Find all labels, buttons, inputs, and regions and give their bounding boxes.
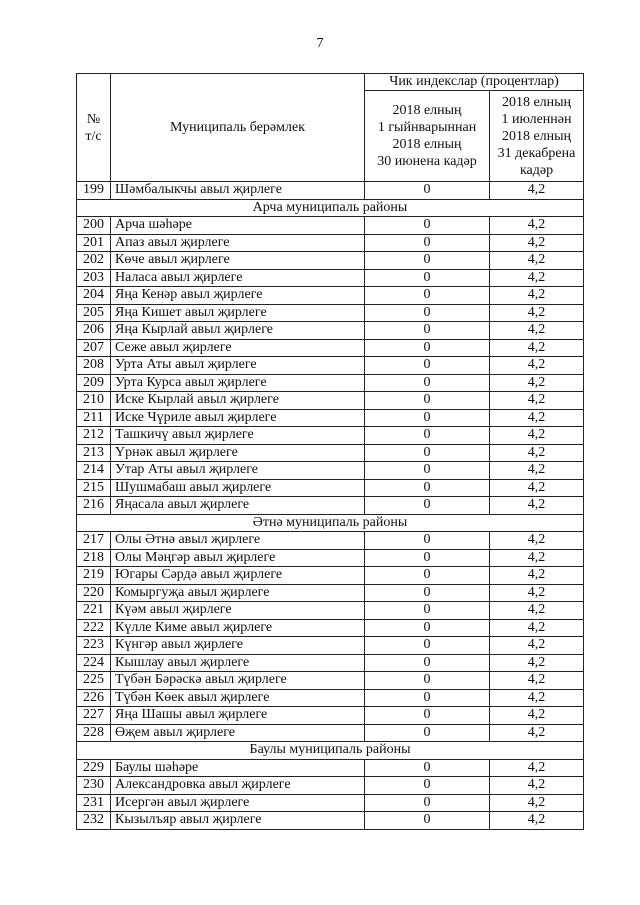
section-title: Арча муниципаль районы [77,199,584,217]
row-number: 224 [77,654,111,672]
table-row [77,182,584,200]
index-value-period1: 0 [365,549,490,567]
row-number: 208 [77,357,111,375]
municipality-name: Яңа Кырлай авыл җирлеге [111,322,365,340]
row-number: 227 [77,707,111,725]
row-number: 210 [77,392,111,410]
index-value-period1: 0 [365,794,490,812]
index-value-period2: 4,2 [490,182,584,200]
row-number: 209 [77,374,111,392]
index-value-period2: 4,2 [490,602,584,620]
index-value-period1: 0 [365,479,490,497]
row-number: 230 [77,777,111,795]
section-title: Баулы муниципаль районы [77,742,584,760]
index-value-period1: 0 [365,357,490,375]
column-header-period1: 2018 елның 1 гыйнварыннан 2018 елның 30 июнена кадәр [365,91,490,182]
row-number: 231 [77,794,111,812]
index-value-period2: 4,2 [490,724,584,742]
index-value-period2: 4,2 [490,322,584,340]
table-row [77,357,584,375]
row-number: 215 [77,479,111,497]
index-table [76,73,584,830]
table-row [77,462,584,480]
index-table-container [76,73,583,830]
index-value-period1: 0 [365,339,490,357]
table-body [77,182,584,830]
municipality-name: Урта Аты авыл җирлеге [111,357,365,375]
row-number: 202 [77,252,111,270]
municipality-name: Яңа Кенәр авыл җирлеге [111,287,365,305]
table-row [77,812,584,830]
index-value-period2: 4,2 [490,269,584,287]
table-row [77,444,584,462]
table-row [77,409,584,427]
table-row [77,287,584,305]
index-value-period1: 0 [365,777,490,795]
table-row [77,269,584,287]
row-number: 222 [77,619,111,637]
index-value-period2: 4,2 [490,567,584,585]
row-number: 216 [77,497,111,515]
table-row [77,654,584,672]
index-value-period1: 0 [365,322,490,340]
municipality-name: Олы Әтнә авыл җирлеге [111,532,365,550]
table-row [77,584,584,602]
index-value-period1: 0 [365,724,490,742]
index-value-period2: 4,2 [490,619,584,637]
table-row [77,777,584,795]
row-number: 212 [77,427,111,445]
index-value-period1: 0 [365,619,490,637]
municipality-name: Түбән Көек авыл җирлеге [111,689,365,707]
index-value-period1: 0 [365,182,490,200]
table-row [77,724,584,742]
row-number: 204 [77,287,111,305]
municipality-name: Иске Чүриле авыл җирлеге [111,409,365,427]
index-value-period2: 4,2 [490,812,584,830]
index-value-period1: 0 [365,444,490,462]
table-row [77,374,584,392]
section-title: Әтнә муниципаль районы [77,514,584,532]
index-value-period2: 4,2 [490,672,584,690]
row-number: 228 [77,724,111,742]
row-number: 229 [77,759,111,777]
row-number: 211 [77,409,111,427]
row-number: 223 [77,637,111,655]
index-value-period1: 0 [365,304,490,322]
row-number: 214 [77,462,111,480]
municipality-name: Күәм авыл җирлеге [111,602,365,620]
table-row [77,567,584,585]
table-row [77,304,584,322]
index-value-period2: 4,2 [490,549,584,567]
municipality-name: Апаз авыл җирлеге [111,234,365,252]
index-value-period2: 4,2 [490,637,584,655]
index-value-period2: 4,2 [490,654,584,672]
municipality-name: Яңа Шашы авыл җирлеге [111,707,365,725]
index-value-period1: 0 [365,672,490,690]
municipality-name: Күнгәр авыл җирлеге [111,637,365,655]
index-value-period2: 4,2 [490,304,584,322]
table-row [77,602,584,620]
table-row [77,392,584,410]
municipality-name: Күлле Киме авыл җирлеге [111,619,365,637]
row-number: 221 [77,602,111,620]
table-row [77,497,584,515]
table-row [77,619,584,637]
municipality-name: Исергән авыл җирлеге [111,794,365,812]
row-number: 218 [77,549,111,567]
index-value-period1: 0 [365,374,490,392]
municipality-name: Кышлау авыл җирлеге [111,654,365,672]
table-row [77,234,584,252]
table-row [77,532,584,550]
table-row [77,322,584,340]
municipality-name: Өҗем авыл җирлеге [111,724,365,742]
index-value-period1: 0 [365,287,490,305]
municipality-name: Урта Курса авыл җирлеге [111,374,365,392]
table-row [77,217,584,235]
row-number: 219 [77,567,111,585]
section-row [77,199,584,217]
index-value-period2: 4,2 [490,707,584,725]
column-header-name: Муниципаль берәмлек [111,74,365,182]
index-value-period1: 0 [365,269,490,287]
column-header-period2: 2018 елның 1 июленнән 2018 елның 31 декабрена кадәр [490,91,584,182]
table-row [77,759,584,777]
index-value-period1: 0 [365,217,490,235]
page-number: 7 [316,36,324,51]
index-value-period2: 4,2 [490,217,584,235]
municipality-name: Түбән Бәрәскә авыл җирлеге [111,672,365,690]
table-row [77,689,584,707]
index-value-period1: 0 [365,707,490,725]
index-value-period2: 4,2 [490,462,584,480]
index-value-period2: 4,2 [490,497,584,515]
table-row [77,672,584,690]
section-row [77,742,584,760]
municipality-name: Наласа авыл җирлеге [111,269,365,287]
municipality-name: Яңасала авыл җирлеге [111,497,365,515]
row-number: 203 [77,269,111,287]
row-number: 225 [77,672,111,690]
index-value-period1: 0 [365,602,490,620]
index-value-period2: 4,2 [490,794,584,812]
index-value-period2: 4,2 [490,444,584,462]
municipality-name: Александровка авыл җирлеге [111,777,365,795]
municipality-name: Үрнәк авыл җирлеге [111,444,365,462]
index-value-period2: 4,2 [490,532,584,550]
municipality-name: Кызылъяр авыл җирлеге [111,812,365,830]
index-value-period1: 0 [365,812,490,830]
row-number: 217 [77,532,111,550]
index-value-period1: 0 [365,462,490,480]
row-number: 200 [77,217,111,235]
row-number: 206 [77,322,111,340]
index-value-period1: 0 [365,252,490,270]
table-row [77,794,584,812]
index-value-period2: 4,2 [490,584,584,602]
municipality-name: Шушмабаш авыл җирлеге [111,479,365,497]
index-value-period1: 0 [365,759,490,777]
index-value-period1: 0 [365,689,490,707]
municipality-name: Көче авыл җирлеге [111,252,365,270]
column-group-header: Чик индекслар (процентлар) [365,74,584,91]
municipality-name: Шәмбалыкчы авыл җирлеге [111,182,365,200]
municipality-name: Утар Аты авыл җирлеге [111,462,365,480]
section-row [77,514,584,532]
index-value-period2: 4,2 [490,777,584,795]
table-row [77,479,584,497]
index-value-period1: 0 [365,497,490,515]
municipality-name: Сеже авыл җирлеге [111,339,365,357]
municipality-name: Ташкичү авыл җирлеге [111,427,365,445]
table-header [77,74,584,182]
table-row [77,637,584,655]
table-row [77,427,584,445]
index-value-period2: 4,2 [490,427,584,445]
index-value-period1: 0 [365,409,490,427]
index-value-period1: 0 [365,567,490,585]
row-number: 213 [77,444,111,462]
municipality-name: Олы Мәңгәр авыл җирлеге [111,549,365,567]
index-value-period1: 0 [365,427,490,445]
municipality-name: Баулы шәһәре [111,759,365,777]
row-number: 205 [77,304,111,322]
municipality-name: Югары Сәрдә авыл җирлеге [111,567,365,585]
row-number: 226 [77,689,111,707]
index-value-period2: 4,2 [490,357,584,375]
table-row [77,707,584,725]
row-number: 220 [77,584,111,602]
row-number: 232 [77,812,111,830]
municipality-name: Арча шәһәре [111,217,365,235]
column-header-number: № т/с [77,74,111,182]
index-value-period2: 4,2 [490,392,584,410]
index-value-period2: 4,2 [490,287,584,305]
index-value-period2: 4,2 [490,479,584,497]
index-value-period1: 0 [365,532,490,550]
index-value-period1: 0 [365,392,490,410]
row-number: 201 [77,234,111,252]
index-value-period1: 0 [365,234,490,252]
table-row [77,339,584,357]
row-number: 199 [77,182,111,200]
index-value-period1: 0 [365,584,490,602]
index-value-period2: 4,2 [490,339,584,357]
table-row [77,252,584,270]
municipality-name: Иске Кырлай авыл җирлеге [111,392,365,410]
municipality-name: Комыргуҗа авыл җирлеге [111,584,365,602]
index-value-period1: 0 [365,654,490,672]
index-value-period2: 4,2 [490,759,584,777]
row-number: 207 [77,339,111,357]
index-value-period2: 4,2 [490,374,584,392]
index-value-period2: 4,2 [490,252,584,270]
index-value-period2: 4,2 [490,234,584,252]
index-value-period2: 4,2 [490,689,584,707]
table-row [77,549,584,567]
index-value-period1: 0 [365,637,490,655]
index-value-period2: 4,2 [490,409,584,427]
municipality-name: Яңа Кишет авыл җирлеге [111,304,365,322]
